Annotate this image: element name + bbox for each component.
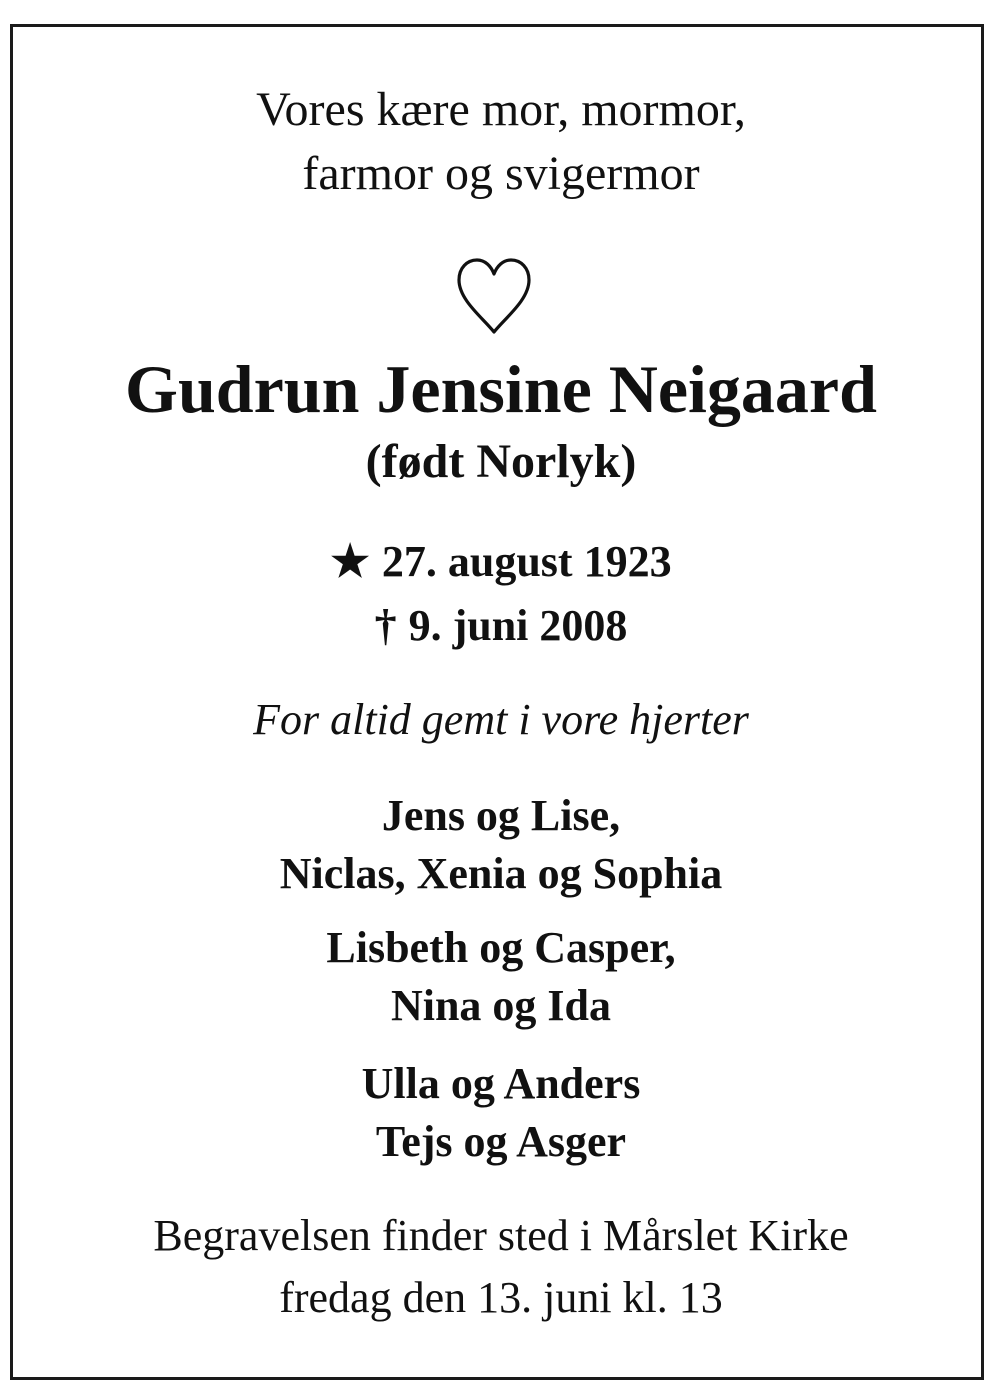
intro-line-1: Vores kære mor, mormor, [256, 83, 746, 136]
born-line [0, 536, 1002, 587]
funeral-line-1: Begravelsen finder sted i Mårslet Kirke [153, 1211, 849, 1260]
died-date: 9. juni 2008 [408, 601, 628, 650]
funeral-line-2: fredag den 13. juni kl. 13 [279, 1273, 723, 1322]
intro-line-2: farmor og svigermor [302, 147, 700, 200]
maiden-name: (født Norlyk) [365, 435, 637, 488]
motto: For altid gemt i vore hjerter [253, 695, 749, 744]
star-icon: ★ [330, 537, 370, 586]
born-date: 27. august 1923 [381, 537, 672, 586]
family-group-1-line-1: Jens og Lise, [381, 791, 621, 840]
family-group-3-line-1: Ulla og Anders [361, 1059, 641, 1108]
family-group-2-line-1: Lisbeth og Casper, [326, 923, 676, 972]
family-group-2-line-2: Nina og Ida [390, 981, 612, 1030]
died-line [0, 600, 1002, 651]
deceased-name: Gudrun Jensine Neigaard [125, 351, 877, 427]
family-group-1-line-2: Niclas, Xenia og Sophia [279, 849, 723, 898]
heart-outline-icon [453, 256, 535, 338]
family-group-3-line-2: Tejs og Asger [375, 1117, 627, 1166]
cross-icon: † [374, 601, 397, 650]
